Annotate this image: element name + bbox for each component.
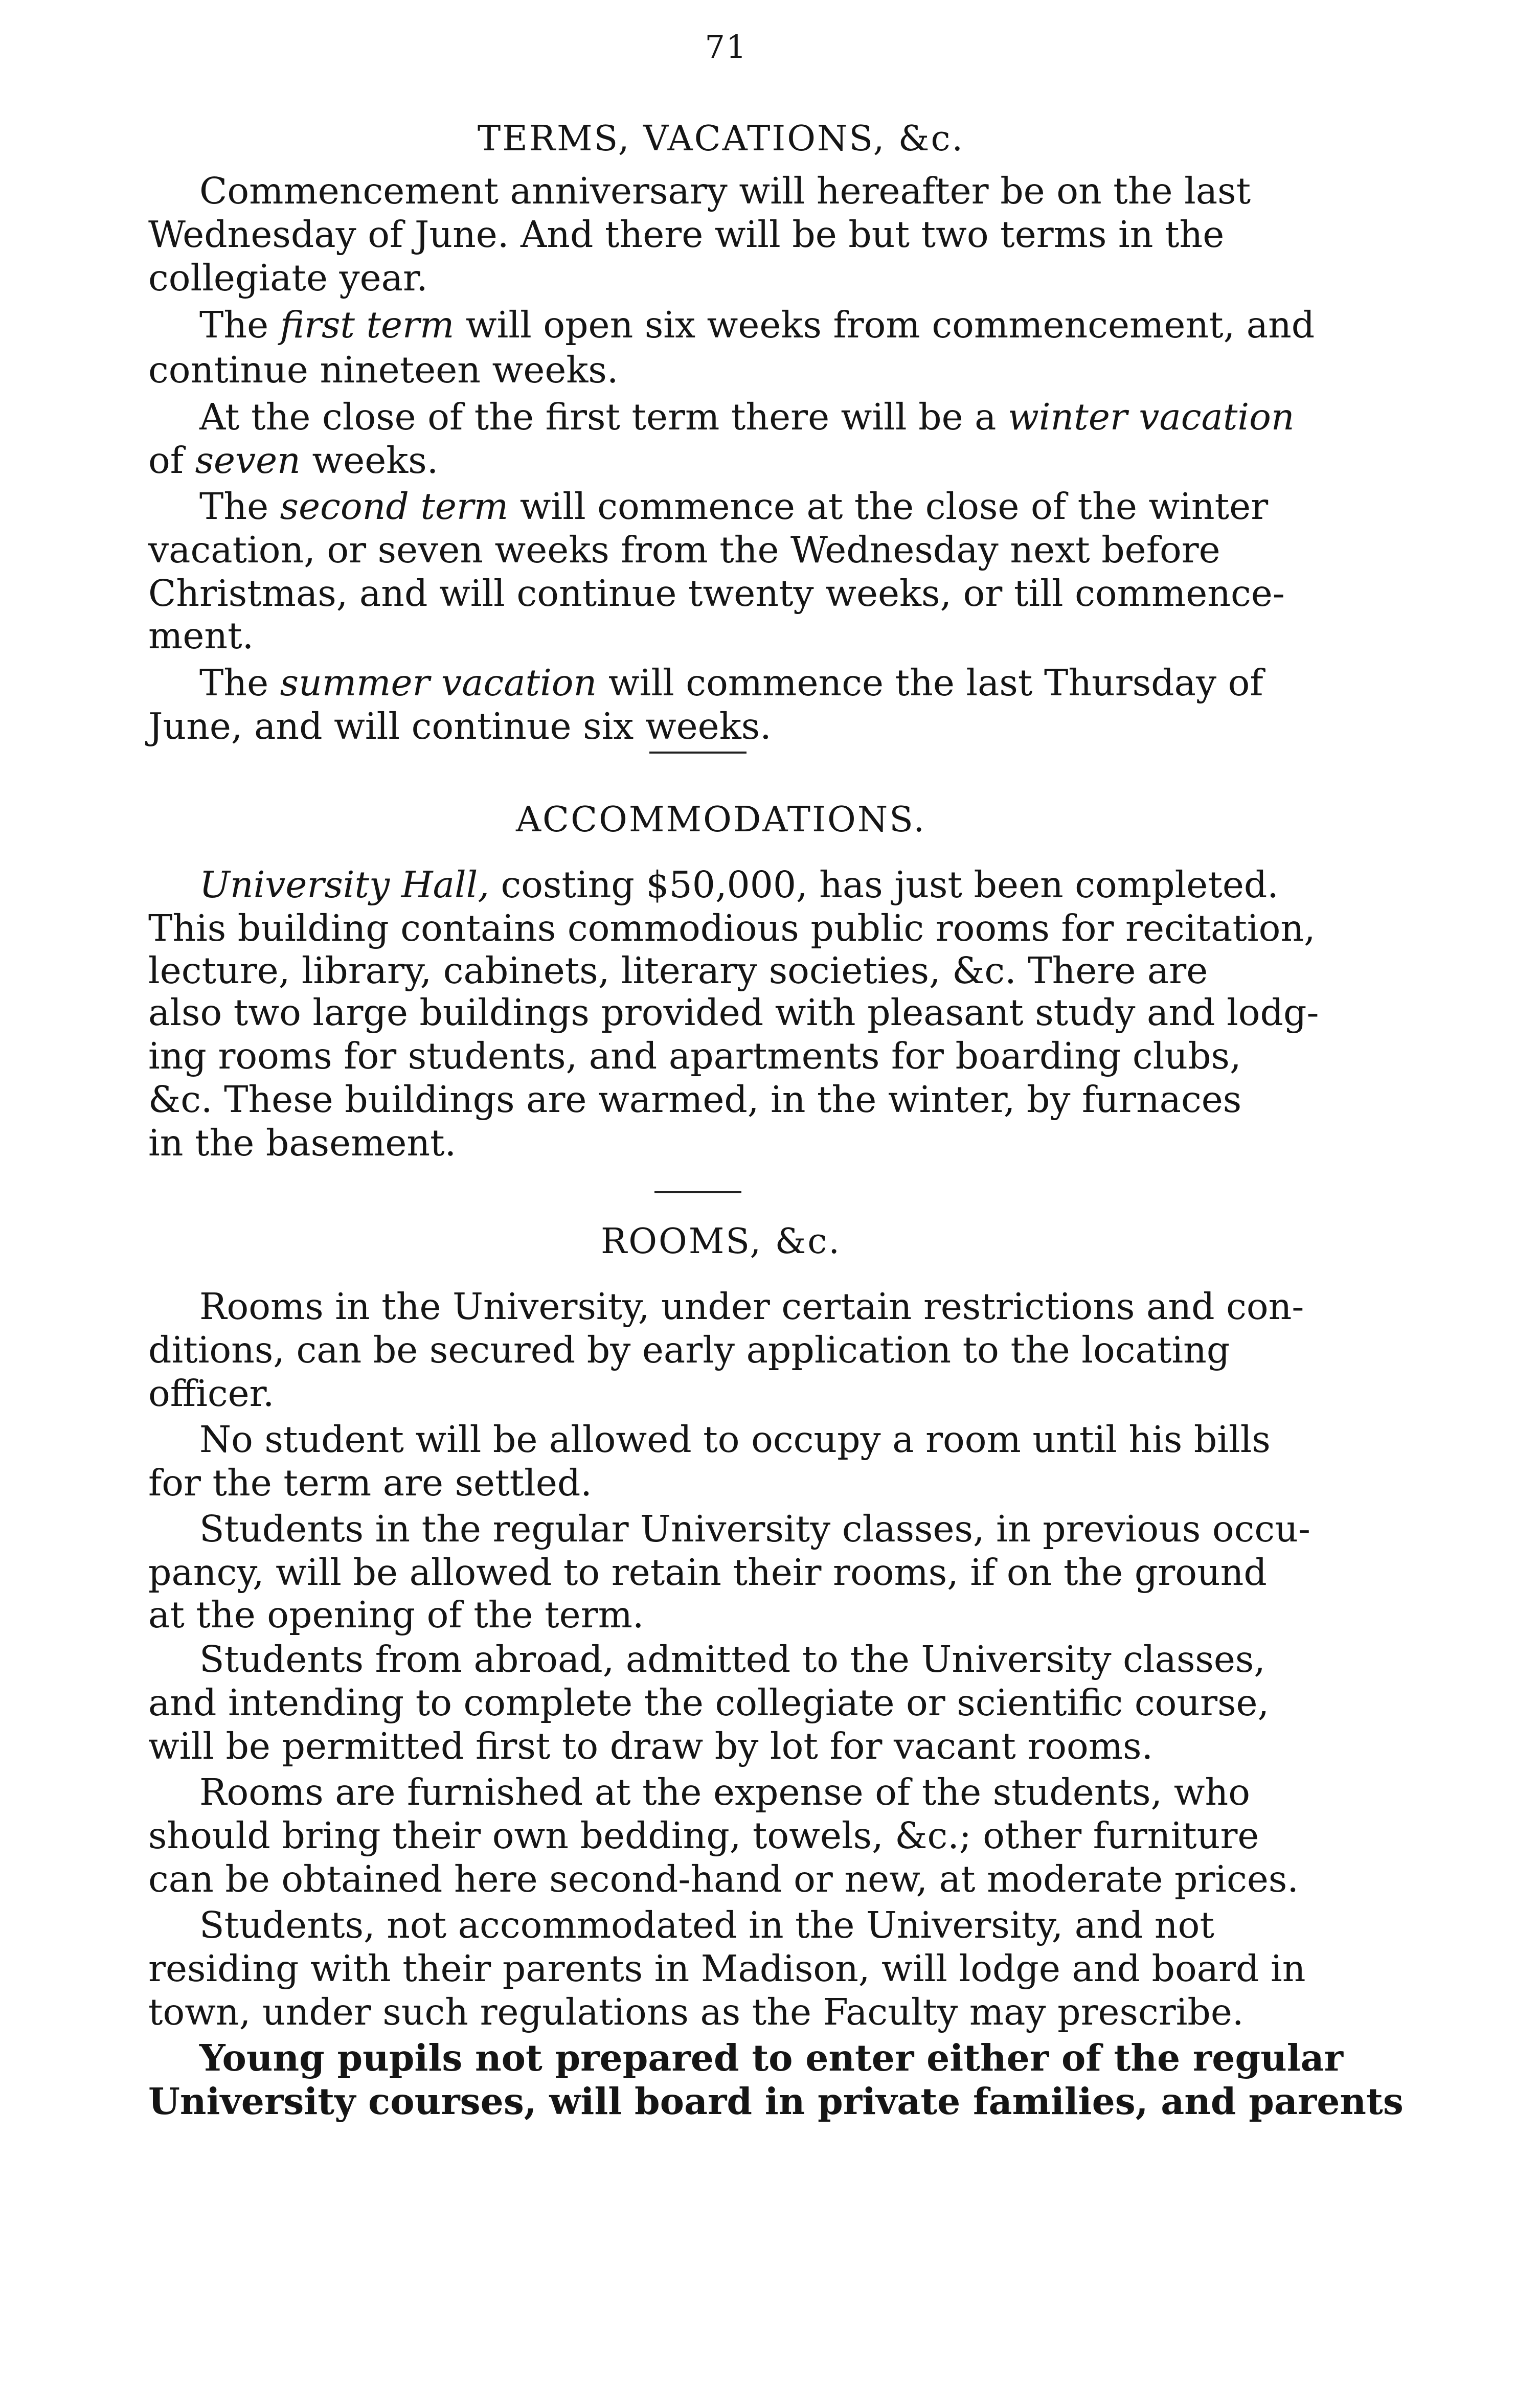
text-segment: will open six weeks from commencement, and [454,304,1315,346]
text: continue nineteen weeks. [148,349,619,391]
text-segment: The [199,662,280,704]
text: will be permitted first to draw by lot for vacant rooms. [148,1725,1154,1767]
text: also two large buildings provided with pleasant study and lodg- [148,991,1319,1034]
text-segment: The [199,304,280,346]
italic-segment: University Hall, [199,864,489,906]
text: Commencement anniversary will hereafter be on the last [199,170,1251,212]
text: officer. [148,1372,275,1415]
text [148,439,439,482]
text: lecture, library, cabinets, literary societies, &c. There are [148,949,1208,992]
text-segment: At the close of the first term there will be a [199,396,1008,438]
text: Students in the regular University classes, in previous occu- [199,1508,1310,1550]
text: Wednesday of June. And there will be but two terms in the [148,213,1225,256]
text: can be obtained here second-hand or new, at moderate prices. [148,1858,1299,1900]
section-title-rooms: ROOMS, &c. [601,1221,841,1262]
text: Rooms are furnished at the expense of the students, who [199,1771,1250,1813]
text: Students, not accommodated in the University, and not [199,1904,1214,1946]
text: collegiate year. [148,257,428,299]
text-segment: weeks. [300,439,439,482]
text [199,864,1279,906]
section-divider [654,1191,741,1193]
text [199,304,1315,346]
text: pancy, will be allowed to retain their rooms, if on the ground [148,1551,1267,1594]
italic-segment: winter vacation [1008,396,1295,438]
text-segment: The [199,485,280,528]
text: in the basement. [148,1122,457,1164]
text: &c. These buildings are warmed, in the winter, by furnaces [148,1078,1242,1121]
text [199,485,1269,528]
section-title-terms: TERMS, VACATIONS, &c. [477,119,965,159]
text: should bring their own bedding, towels, &c.; other furniture [148,1814,1259,1857]
text: for the term are settled. [148,1462,592,1504]
text: Students from abroad, admitted to the University classes, [199,1638,1265,1680]
text: Rooms in the University, under certain restrictions and con- [199,1285,1304,1328]
text: at the opening of the term. [148,1594,644,1636]
text [199,662,1263,704]
text: Christmas, and will continue twenty weeks, or till commence- [148,572,1285,615]
text: ditions, can be secured by early application to the locating [148,1329,1230,1371]
italic-segment: seven [195,439,301,482]
italic-segment: first term [280,304,455,346]
italic-segment: summer vacation [280,662,597,704]
text-segment: costing $50,000, has just been completed. [489,864,1279,906]
page-number: 71 [705,28,748,65]
italic-segment: second term [280,485,509,528]
text-segment: of [148,439,195,482]
text: June, and will continue six weeks. [148,705,772,747]
text: residing with their parents in Madison, will lodge and board in [148,1947,1306,1990]
text: University courses, will board in private families, and parents [148,2080,1404,2123]
text: ment. [148,615,254,657]
text: No student will be allowed to occupy a room until his bills [199,1418,1271,1461]
text: ing rooms for students, and apartments for boarding clubs, [148,1035,1241,1077]
text: This building contains commodious public rooms for recitation, [148,907,1316,949]
text: Young pupils not prepared to enter either of the regular [199,2036,1344,2079]
text [199,396,1295,438]
text: town, under such regulations as the Faculty may prescribe. [148,1991,1244,2033]
text: vacation, or seven weeks from the Wednesday next before [148,529,1220,571]
text-segment: will commence at the close of the winter [508,485,1269,528]
text: and intending to complete the collegiate or scientific course, [148,1682,1270,1724]
section-title-accommodations: ACCOMMODATIONS. [515,800,926,840]
section-divider [649,752,747,754]
text-segment: will commence the last Thursday of [597,662,1263,704]
